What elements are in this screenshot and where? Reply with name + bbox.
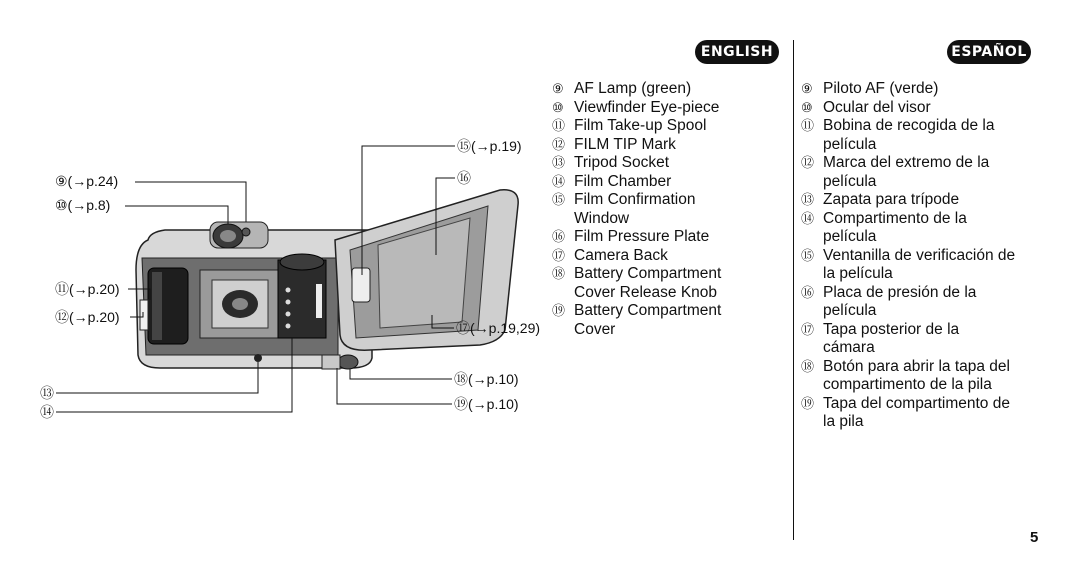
callout-17: ⑰(→p.19,29): [456, 320, 541, 336]
callout-10: ⑩(→p.8): [55, 197, 111, 213]
list-item: ⑱ Battery Compartment Cover Release Knob: [552, 265, 722, 301]
list-item: ⑪ Bobina de recogida de la película: [801, 117, 995, 153]
list-item: ⑬ Zapata para trípode: [801, 191, 960, 208]
spanish-parts-list: [801, 80, 1037, 432]
battery-cover-release-knob: [338, 355, 358, 369]
list-item: ⑨ AF Lamp (green): [552, 80, 692, 97]
list-item: ⑫ Marca del extremo de la película: [801, 154, 990, 190]
af-lamp: [242, 228, 250, 236]
callout-13: ⑬: [40, 385, 54, 401]
list-item: ⑭ Compartimento de la película: [801, 209, 967, 245]
tripod-socket: [254, 354, 262, 362]
callout-15: ⑮(→p.19): [457, 138, 522, 154]
spanish-badge: ESPAÑOL: [947, 40, 1031, 64]
callout-9: ⑨(→p.24): [55, 173, 119, 189]
callout-11: ⑪(→p.20): [55, 281, 120, 297]
film-confirmation-window: [352, 268, 370, 302]
list-item: ⑲ Battery Compartment Cover: [552, 302, 722, 338]
film-tip-mark: [140, 300, 148, 330]
list-item: ⑪ Film Take-up Spool: [552, 117, 707, 134]
list-item: ⑨ Piloto AF (verde): [801, 80, 939, 97]
column-divider: [793, 40, 794, 540]
english-parts-list: [552, 80, 790, 339]
callout-18: ⑱(→p.10): [454, 371, 519, 387]
list-item: ⑰ Tapa posterior de la cámara: [801, 320, 960, 356]
callout-12: ⑫(→p.20): [55, 309, 120, 325]
list-item: ⑲ Tapa del compartimento de la pila: [801, 394, 1010, 430]
list-item: ⑩ Viewfinder Eye-piece: [552, 98, 720, 116]
list-item: ⑩ Ocular del visor: [801, 98, 931, 116]
list-item: ⑯ Film Pressure Plate: [552, 228, 710, 245]
callout-19: ⑲(→p.10): [454, 396, 519, 412]
list-item: ⑰ Camera Back: [552, 246, 668, 264]
battery-compartment-cover: [322, 355, 340, 369]
list-item: ⑱ Botón para abrir la tapa del compartimento de la pila: [801, 357, 1010, 393]
list-item: ⑮ Film Confirmation Window: [552, 191, 696, 227]
list-item: ⑬ Tripod Socket: [552, 154, 670, 171]
english-badge: ENGLISH: [695, 40, 779, 64]
list-item: ⑫ FILM TIP Mark: [552, 135, 676, 153]
page-number: 5: [1030, 529, 1039, 546]
list-item: ⑮ Ventanilla de verificación de la película: [801, 246, 1016, 282]
list-item: ⑭ Film Chamber: [552, 172, 672, 190]
callout-16: ⑯: [457, 170, 471, 186]
list-item: ⑯ Placa de presión de la película: [801, 283, 977, 319]
callout-14: ⑭: [40, 404, 54, 420]
